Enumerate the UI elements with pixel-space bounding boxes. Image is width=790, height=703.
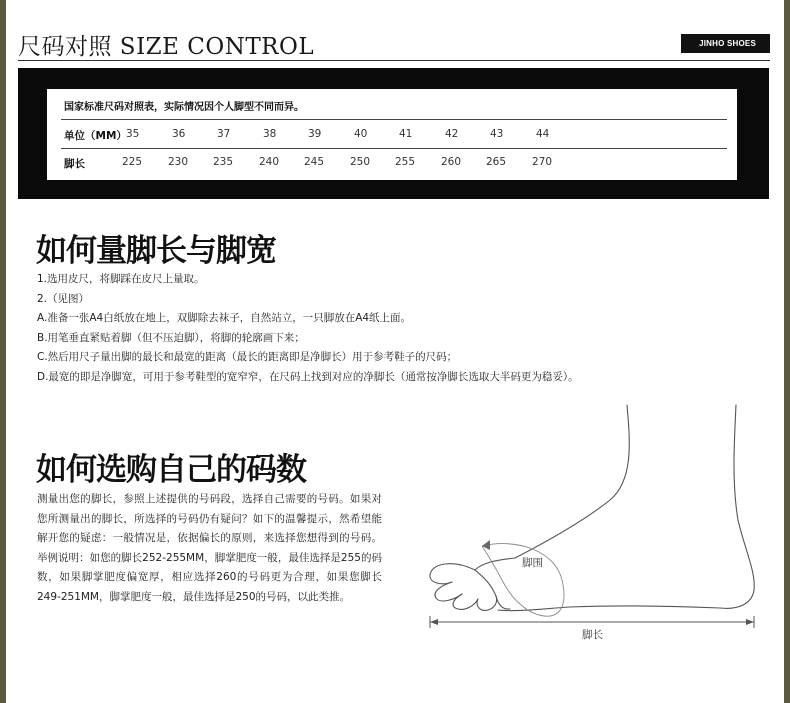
- size-cell: 40: [354, 128, 368, 140]
- length-cell: 265: [486, 156, 507, 168]
- little-toe: [496, 596, 510, 609]
- size-cell: 44: [536, 128, 550, 140]
- length-label: 脚长: [582, 629, 603, 641]
- big-toe: [430, 564, 475, 584]
- measure-step: 1.选用皮尺，将脚踩在皮尺上量取。: [37, 273, 205, 285]
- leg-front-outline: [515, 405, 629, 558]
- measure-step: C.然后用尺子量出脚的最长和最宽的距离（最长的距离即是净脚长）用于参考鞋子的尺码；: [37, 351, 458, 363]
- measure-step: A.准备一张A4白纸放在地上，双脚除去袜子，自然站立，一只脚放在A4纸上面。: [37, 312, 412, 324]
- choose-paragraph: 测量出您的脚长，参照上述提供的号码段，选择自己需要的号码。如果对您所测量出的脚长，所选择的号码仍有疑问？如下的温馨提示，然希望能解开您的疑虑：一般情况是，依据偏长的原则，来选择您想得到的号码。举例说明：如您的脚长252-255MM，脚掌肥度一般，最佳选择是255的码数，如果脚掌肥度偏宽厚，相应选择260的号码更为合理，如果您脚长249-251MM，脚掌肥度一般，最佳选择是250的号码，以此类推。: [37, 493, 382, 603]
- table-divider: [61, 148, 727, 149]
- size-cell: 42: [445, 128, 459, 140]
- page: [6, 0, 784, 703]
- heel-outline: [720, 405, 754, 608]
- length-cell: 250: [350, 156, 371, 168]
- size-cell: 35: [126, 128, 140, 140]
- size-cell: 39: [308, 128, 322, 140]
- length-cell: 245: [304, 156, 325, 168]
- foot-diagram: [420, 400, 764, 645]
- measure-heading: 如何量脚长与脚宽: [36, 233, 276, 269]
- length-arrow-right-icon: [746, 619, 754, 625]
- size-table-note: 国家标准尺码对照表，实际情况因个人脚型不同而异。: [64, 102, 304, 113]
- size-cell: 43: [490, 128, 504, 140]
- length-cell: 235: [213, 156, 234, 168]
- table-divider: [61, 119, 727, 120]
- toe-top-line: [475, 558, 515, 570]
- size-table: [47, 89, 737, 180]
- girth-label: 脚围: [522, 557, 543, 569]
- second-toe: [435, 582, 462, 601]
- measure-step: 2.（见图）: [37, 292, 90, 305]
- size-table-frame: [18, 68, 769, 199]
- sole-outline: [498, 606, 720, 611]
- length-cell: 255: [395, 156, 416, 168]
- measure-steps: [37, 270, 579, 387]
- length-cell: 270: [532, 156, 553, 168]
- size-cell: 38: [263, 128, 277, 140]
- length-cell: 260: [441, 156, 462, 168]
- fourth-toe: [477, 596, 496, 610]
- page-title: 尺码对照 SIZE CONTROL: [18, 34, 315, 60]
- length-cell: 240: [259, 156, 280, 168]
- measure-step: B.用笔垂直紧贴着脚（但不压迫脚），将脚的轮廓画下来；: [37, 331, 305, 344]
- length-cell: 230: [168, 156, 189, 168]
- length-row-label: 脚长: [64, 158, 85, 170]
- header-divider: [18, 60, 770, 61]
- length-cell: 225: [122, 156, 143, 168]
- size-cell: 37: [217, 128, 231, 140]
- toe-joint-line: [475, 570, 496, 596]
- third-toe: [453, 594, 478, 609]
- choose-heading: 如何选购自己的码数: [36, 452, 306, 488]
- length-arrow-left-icon: [430, 619, 438, 625]
- header: [18, 28, 770, 58]
- brand-badge: JINHO SHOES: [681, 34, 770, 53]
- measure-step: D.最宽的即是净脚宽，可用于参考鞋型的宽窄窄，在尺码上找到对应的净脚长（通常按净脚长选取大半码更为稳妥）。: [37, 370, 579, 383]
- size-cell: 36: [172, 128, 186, 140]
- size-cell: 41: [399, 128, 413, 140]
- size-row-label: 单位（MM）: [64, 130, 127, 142]
